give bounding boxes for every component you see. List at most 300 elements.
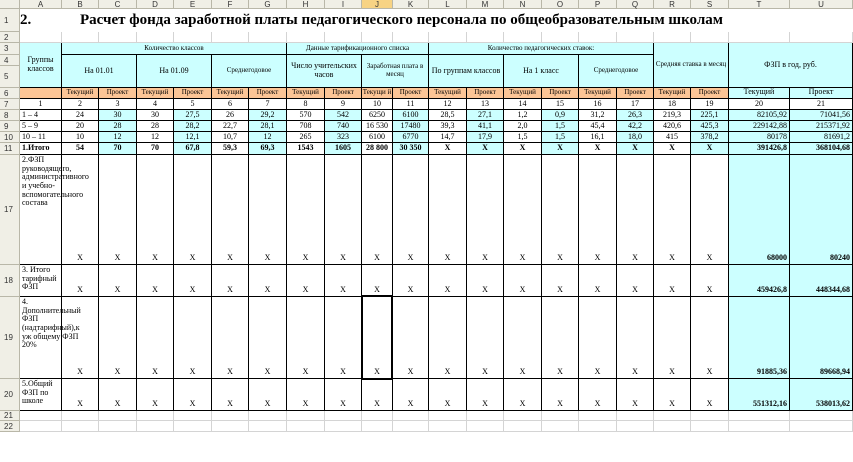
empty-cell[interactable] [790,411,853,421]
x-cell[interactable]: X [579,265,617,297]
empty-cell[interactable] [393,421,429,432]
x-cell[interactable]: 68000 [729,155,790,265]
x-cell[interactable]: X [393,297,429,379]
x-cell[interactable]: X [137,379,174,411]
x-cell[interactable]: X [249,297,287,379]
column-number[interactable]: 6 [212,99,249,110]
x-cell[interactable]: 538013,62 [790,379,853,411]
x-cell[interactable]: X [429,265,467,297]
data-cell[interactable]: 6250 [362,110,393,121]
empty-cell[interactable] [542,421,579,432]
total-cell[interactable]: X [691,143,729,155]
x-cell[interactable]: X [287,265,325,297]
x-cell[interactable]: 91885,36 [729,297,790,379]
empty-cell[interactable] [362,32,393,43]
data-cell[interactable]: 542 [325,110,362,121]
x-cell[interactable]: X [287,297,325,379]
empty-cell[interactable] [212,421,249,432]
empty-cell[interactable] [542,32,579,43]
empty-cell[interactable] [729,411,790,421]
empty-cell[interactable] [174,411,212,421]
empty-cell[interactable] [174,421,212,432]
empty-cell[interactable] [691,32,729,43]
x-cell[interactable]: 448344,68 [790,265,853,297]
total-cell[interactable]: X [504,143,542,155]
label-fzp-project[interactable]: Проект [790,88,853,99]
data-cell[interactable]: 378,2 [691,132,729,143]
data-cell[interactable]: 29,2 [249,110,287,121]
data-cell[interactable]: 12 [137,132,174,143]
column-header-n[interactable]: N [504,0,542,9]
empty-cell[interactable] [137,411,174,421]
row-header-20[interactable]: 20 [0,379,20,411]
empty-cell[interactable] [654,32,691,43]
empty-cell[interactable] [287,32,325,43]
x-cell[interactable]: X [362,155,393,265]
x-cell[interactable]: X [691,297,729,379]
x-cell[interactable]: X [691,155,729,265]
empty-cell[interactable] [790,32,853,43]
empty-cell[interactable] [429,411,467,421]
x-cell[interactable]: X [691,265,729,297]
column-header-h[interactable]: H [287,0,325,9]
x-cell[interactable]: X [99,379,137,411]
row-label[interactable]: 3. Итого тарифный ФЗП [20,265,62,297]
empty-cell[interactable] [212,411,249,421]
label-project[interactable]: Проект [617,88,654,99]
data-cell[interactable]: 26,3 [617,110,654,121]
x-cell[interactable]: X [691,379,729,411]
empty-cell[interactable] [467,411,504,421]
data-cell[interactable]: 6100 [362,132,393,143]
data-cell[interactable]: 24 [62,110,99,121]
column-header-e[interactable]: E [174,0,212,9]
empty-cell[interactable] [325,32,362,43]
empty-cell[interactable] [691,411,729,421]
data-cell[interactable]: 82105,92 [729,110,790,121]
empty-cell[interactable] [429,32,467,43]
total-cell[interactable]: 54 [62,143,99,155]
x-cell[interactable]: X [393,379,429,411]
total-cell[interactable]: 59,3 [212,143,249,155]
label-current[interactable]: Текущий [429,88,467,99]
row-header-10[interactable]: 10 [0,132,20,143]
x-cell[interactable]: X [249,379,287,411]
column-number[interactable]: 5 [174,99,212,110]
x-cell[interactable]: X [325,265,362,297]
data-cell[interactable]: 28,1 [249,121,287,132]
empty-cell[interactable] [654,421,691,432]
data-cell[interactable]: 28 [99,121,137,132]
total-cell[interactable]: 70 [137,143,174,155]
total-cell[interactable]: 1605 [325,143,362,155]
orange-blank[interactable] [20,88,62,99]
total-cell[interactable]: X [579,143,617,155]
empty-cell[interactable] [20,421,62,432]
x-cell[interactable]: 459426,8 [729,265,790,297]
x-cell[interactable]: X [617,297,654,379]
empty-cell[interactable] [99,32,137,43]
header-avg-rate[interactable]: Средняя ставка в месяц [654,43,729,88]
data-cell[interactable]: 18,0 [617,132,654,143]
label-current[interactable]: Текущий [654,88,691,99]
x-cell[interactable]: X [99,155,137,265]
empty-cell[interactable] [504,421,542,432]
x-cell[interactable]: X [325,155,362,265]
row-label[interactable]: 4. Дополнительный ФЗП (надтарифный),к уж общему ФЗП 20% [20,297,62,379]
data-cell[interactable]: 1,2 [504,110,542,121]
total-cell[interactable]: 67,8 [174,143,212,155]
empty-cell[interactable] [362,421,393,432]
column-number[interactable]: 14 [504,99,542,110]
data-cell[interactable]: 215371,92 [790,121,853,132]
column-header-t[interactable]: T [729,0,790,9]
empty-cell[interactable] [137,421,174,432]
title-number[interactable]: 2. [20,12,32,29]
data-cell[interactable]: 6100 [393,110,429,121]
column-number[interactable]: 3 [99,99,137,110]
total-cell[interactable]: 368104,68 [790,143,853,155]
label-current[interactable]: Текущий [62,88,99,99]
x-cell[interactable]: X [504,155,542,265]
empty-cell[interactable] [249,411,287,421]
row-header-8[interactable]: 8 [0,110,20,121]
row-header-3[interactable]: 3 [0,43,20,55]
empty-cell[interactable] [325,421,362,432]
header-tariff[interactable]: Данные тарификационного списка [287,43,429,55]
column-number[interactable]: 10 [362,99,393,110]
data-cell[interactable]: 26 [212,110,249,121]
column-header-j[interactable]: J [362,0,393,9]
x-cell[interactable]: X [287,379,325,411]
x-cell[interactable]: X [212,297,249,379]
data-cell[interactable]: 1,5 [504,132,542,143]
column-header-d[interactable]: D [137,0,174,9]
x-cell[interactable]: X [287,155,325,265]
x-cell[interactable]: X [579,155,617,265]
row-label[interactable]: 5 – 9 [20,121,62,132]
empty-cell[interactable] [467,32,504,43]
data-cell[interactable]: 12,1 [174,132,212,143]
data-cell[interactable]: 27,5 [174,110,212,121]
header-by-groups[interactable]: По группам классов [429,55,504,88]
row-label[interactable]: 1 – 4 [20,110,62,121]
empty-cell[interactable] [691,421,729,432]
x-cell[interactable]: X [504,265,542,297]
x-cell[interactable]: X [249,265,287,297]
x-cell[interactable]: X [325,297,362,379]
total-cell[interactable]: 70 [99,143,137,155]
data-cell[interactable]: 415 [654,132,691,143]
row-header-19[interactable]: 19 [0,297,20,379]
column-header-i[interactable]: I [325,0,362,9]
x-cell[interactable]: X [542,297,579,379]
empty-cell[interactable] [62,411,99,421]
empty-cell[interactable] [467,421,504,432]
empty-cell[interactable] [212,32,249,43]
x-cell[interactable]: 551312,16 [729,379,790,411]
total-cell[interactable]: 30 350 [393,143,429,155]
empty-cell[interactable] [579,421,617,432]
label-current[interactable]: Текущий [137,88,174,99]
x-cell[interactable]: X [174,265,212,297]
data-cell[interactable]: 27,1 [467,110,504,121]
data-cell[interactable]: 265 [287,132,325,143]
row-header-18[interactable]: 18 [0,265,20,297]
column-number[interactable]: 15 [542,99,579,110]
header-fzp-year[interactable]: ФЗП в год, руб. [729,43,853,88]
x-cell[interactable]: X [542,265,579,297]
data-cell[interactable]: 12 [249,132,287,143]
x-cell[interactable]: X [249,155,287,265]
x-cell[interactable]: X [62,155,99,265]
label-fzp-current[interactable]: Текущий [729,88,790,99]
column-number[interactable]: 21 [790,99,853,110]
x-cell[interactable]: X [174,379,212,411]
empty-cell[interactable] [617,411,654,421]
empty-cell[interactable] [287,411,325,421]
row-header-17[interactable]: 17 [0,155,20,265]
x-cell[interactable]: X [467,297,504,379]
x-cell[interactable]: X [62,265,99,297]
column-header-r[interactable]: R [654,0,691,9]
empty-cell[interactable] [429,421,467,432]
label-current[interactable]: Текущий [287,88,325,99]
row-header-4[interactable]: 4 [0,55,20,66]
row-header-21[interactable]: 21 [0,411,20,421]
empty-cell[interactable] [790,421,853,432]
x-cell[interactable]: 89668,94 [790,297,853,379]
total-cell[interactable]: X [617,143,654,155]
data-cell[interactable]: 17,9 [467,132,504,143]
empty-cell[interactable] [579,32,617,43]
data-cell[interactable]: 41,1 [467,121,504,132]
data-cell[interactable]: 425,3 [691,121,729,132]
row-header-5[interactable]: 5 [0,66,20,88]
x-cell[interactable]: X [137,265,174,297]
data-cell[interactable]: 39,3 [429,121,467,132]
column-number[interactable]: 4 [137,99,174,110]
data-cell[interactable]: 323 [325,132,362,143]
x-cell[interactable]: X [429,379,467,411]
column-number[interactable]: 11 [393,99,429,110]
data-cell[interactable]: 80178 [729,132,790,143]
row-header-22[interactable]: 22 [0,421,20,432]
x-cell[interactable]: X [579,297,617,379]
x-cell[interactable]: X [579,379,617,411]
column-header-k[interactable]: K [393,0,429,9]
empty-cell[interactable] [287,421,325,432]
row-header-9[interactable]: 9 [0,121,20,132]
label-current[interactable]: Текущий [579,88,617,99]
column-number[interactable]: 17 [617,99,654,110]
total-cell[interactable]: 69,3 [249,143,287,155]
x-cell[interactable]: X [504,379,542,411]
empty-cell[interactable] [617,32,654,43]
x-cell[interactable]: X [99,297,137,379]
column-header-b[interactable]: B [62,0,99,9]
row-label[interactable]: 5.Общий ФЗП по школе [20,379,62,411]
page-title[interactable]: Расчет фонда заработной платы педагогического персонала по общеобразовательным школам [80,12,723,29]
label-project[interactable]: Проект [691,88,729,99]
column-number[interactable]: 16 [579,99,617,110]
total-cell[interactable]: X [429,143,467,155]
header-rates-count[interactable]: Количество педагогических ставок: [429,43,654,55]
total-cell[interactable]: X [542,143,579,155]
x-cell[interactable]: X [174,155,212,265]
x-cell[interactable]: X [654,155,691,265]
data-cell[interactable]: 2,0 [504,121,542,132]
x-cell[interactable]: X [393,265,429,297]
x-cell[interactable]: X [212,379,249,411]
column-number[interactable]: 8 [287,99,325,110]
data-cell[interactable]: 420,6 [654,121,691,132]
x-cell[interactable]: X [467,155,504,265]
header-avg-year2[interactable]: Среднегодовое [579,55,654,88]
empty-cell[interactable] [654,411,691,421]
data-cell[interactable]: 45,4 [579,121,617,132]
x-cell[interactable]: X [62,297,99,379]
column-number[interactable]: 19 [691,99,729,110]
data-cell[interactable]: 28,5 [429,110,467,121]
empty-cell[interactable] [99,421,137,432]
label-project[interactable]: Проект [393,88,429,99]
data-cell[interactable]: 219,3 [654,110,691,121]
select-all-corner[interactable] [0,0,20,9]
data-cell[interactable]: 30 [137,110,174,121]
label-current[interactable]: Текущий [504,88,542,99]
total-cell[interactable]: X [467,143,504,155]
column-number[interactable]: 9 [325,99,362,110]
data-cell[interactable]: 17480 [393,121,429,132]
empty-cell[interactable] [325,411,362,421]
column-header-o[interactable]: O [542,0,579,9]
x-cell[interactable]: X [362,265,393,297]
total-cell[interactable]: 28 800 [362,143,393,155]
header-class-count[interactable]: Количество классов [62,43,287,55]
header-avg-year[interactable]: Среднегодовое [212,55,287,88]
row-label[interactable]: 10 – 11 [20,132,62,143]
empty-cell[interactable] [504,32,542,43]
column-header-a[interactable]: A [20,0,62,9]
x-cell[interactable]: X [393,155,429,265]
x-cell[interactable]: X [325,379,362,411]
row-label[interactable]: 2.ФЗП руководящего, административного и учебно-вспомогательного состава [20,155,62,265]
empty-cell[interactable] [20,32,62,43]
column-number[interactable]: 20 [729,99,790,110]
empty-cell[interactable] [62,32,99,43]
empty-cell[interactable] [174,32,212,43]
empty-cell[interactable] [617,421,654,432]
column-header-c[interactable]: C [99,0,137,9]
data-cell[interactable]: 10 [62,132,99,143]
label-project[interactable]: Проект [467,88,504,99]
empty-cell[interactable] [362,411,393,421]
data-cell[interactable]: 740 [325,121,362,132]
empty-cell[interactable] [579,411,617,421]
column-number[interactable]: 13 [467,99,504,110]
data-cell[interactable]: 31,2 [579,110,617,121]
empty-cell[interactable] [99,411,137,421]
x-cell[interactable]: X [617,265,654,297]
empty-cell[interactable] [249,421,287,432]
row-header-1[interactable]: 1 [0,9,20,32]
empty-cell[interactable] [504,411,542,421]
header-per-class[interactable]: На 1 класс [504,55,579,88]
x-cell[interactable]: X [617,155,654,265]
column-header-g[interactable]: G [249,0,287,9]
row-header-11[interactable]: 11 [0,143,20,155]
column-header-p[interactable]: P [579,0,617,9]
header-groups[interactable]: Группы классов [20,43,62,88]
x-cell[interactable]: X [62,379,99,411]
label-project[interactable]: Проект [99,88,137,99]
x-cell[interactable]: X [542,379,579,411]
data-cell[interactable]: 12 [99,132,137,143]
empty-cell[interactable] [729,32,790,43]
row-header-2[interactable]: 2 [0,32,20,43]
row-header-6[interactable]: 6 [0,88,20,99]
x-cell[interactable]: X [99,265,137,297]
data-cell[interactable]: 16,1 [579,132,617,143]
column-header-q[interactable]: Q [617,0,654,9]
label-project[interactable]: Проект [174,88,212,99]
label-current[interactable]: Текущий [212,88,249,99]
total-cell[interactable]: X [654,143,691,155]
x-cell[interactable]: 80240 [790,155,853,265]
header-on-0109[interactable]: На 01.09 [137,55,212,88]
column-number[interactable]: 18 [654,99,691,110]
data-cell[interactable]: 14,7 [429,132,467,143]
data-cell[interactable]: 229142,88 [729,121,790,132]
empty-cell[interactable] [20,411,62,421]
data-cell[interactable]: 0,9 [542,110,579,121]
label-project[interactable]: Проект [249,88,287,99]
data-cell[interactable]: 6770 [393,132,429,143]
data-cell[interactable]: 225,1 [691,110,729,121]
empty-cell[interactable] [393,32,429,43]
header-salary-month[interactable]: Заработная плата в месяц [362,55,429,88]
empty-cell[interactable] [249,32,287,43]
column-number[interactable]: 12 [429,99,467,110]
data-cell[interactable]: 28 [137,121,174,132]
data-cell[interactable]: 16 530 [362,121,393,132]
x-cell[interactable]: X [362,379,393,411]
x-cell[interactable]: X [467,265,504,297]
column-number[interactable]: 7 [249,99,287,110]
empty-cell[interactable] [62,421,99,432]
label-project[interactable]: Проект [325,88,362,99]
column-header-m[interactable]: M [467,0,504,9]
data-cell[interactable]: 42,2 [617,121,654,132]
x-cell[interactable]: X [429,155,467,265]
x-cell[interactable]: X [174,297,212,379]
row-header-7[interactable]: 7 [0,99,20,110]
data-cell[interactable]: 708 [287,121,325,132]
data-cell[interactable]: 81691,2 [790,132,853,143]
total-cell[interactable]: 391426,8 [729,143,790,155]
empty-cell[interactable] [729,421,790,432]
header-on-0101[interactable]: На 01.01 [62,55,137,88]
data-cell[interactable]: 30 [99,110,137,121]
data-cell[interactable]: 20 [62,121,99,132]
x-cell[interactable]: X [137,297,174,379]
x-cell[interactable]: X [137,155,174,265]
column-number[interactable]: 2 [62,99,99,110]
x-cell[interactable]: X [542,155,579,265]
header-teacher-hours[interactable]: Число учительских часов [287,55,362,88]
x-cell[interactable]: X [429,297,467,379]
